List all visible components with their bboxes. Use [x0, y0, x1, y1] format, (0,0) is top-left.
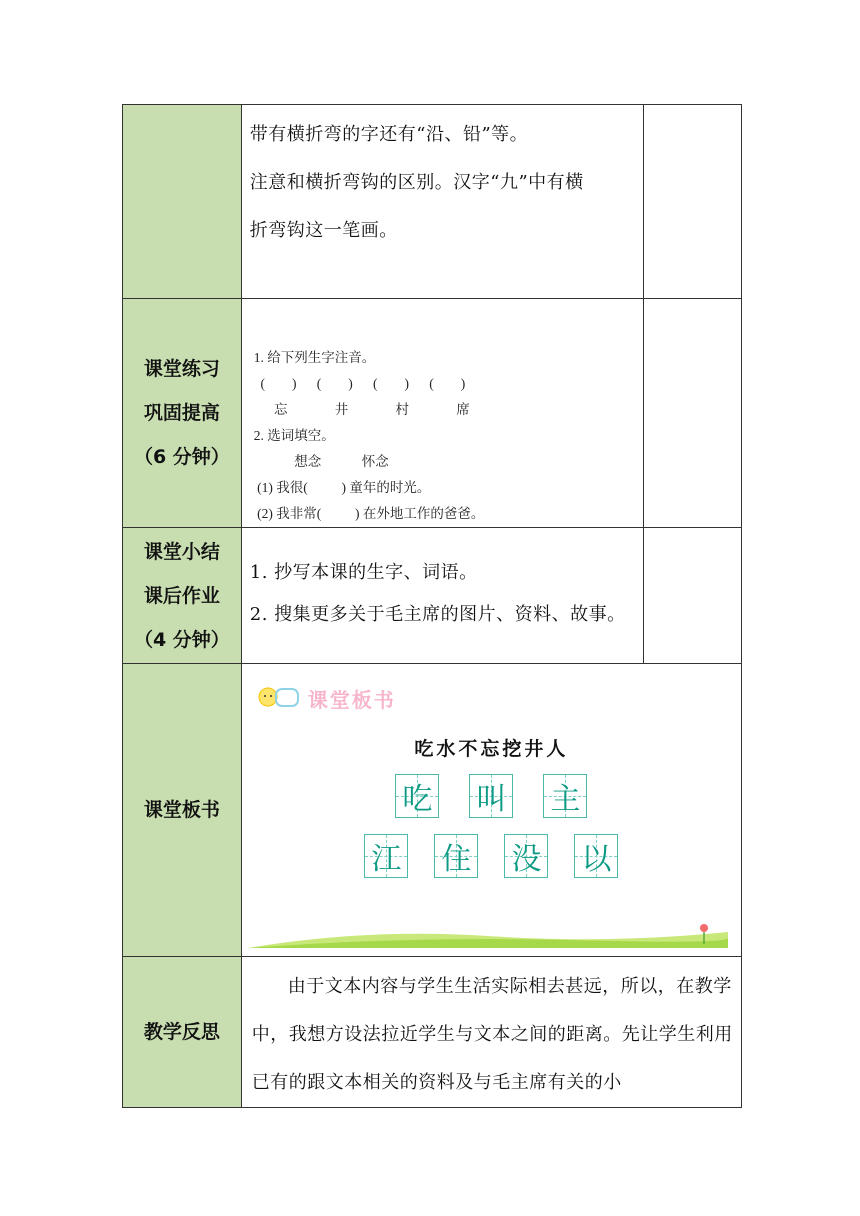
row-content: [241, 528, 644, 664]
label-line: 课堂练习: [143, 358, 220, 380]
content-line: 2. 搜集更多关于毛主席的图片、资料、故事。: [249, 604, 626, 625]
remark-cell: [644, 299, 742, 528]
label-line: （4 分钟）: [133, 628, 230, 651]
char-grid-cell: 以: [574, 834, 618, 878]
board-cell: [241, 664, 741, 957]
grass-decoration: [248, 922, 728, 948]
table-row: [123, 105, 742, 299]
char-grid-cell: 主: [543, 774, 587, 818]
table-row: [123, 299, 742, 528]
lesson-plan-table: [122, 104, 742, 1108]
content-line: 带有横折弯的字还有“沿、铅”等。: [249, 124, 529, 145]
row-content: [241, 105, 644, 299]
row-label-reflection: [123, 957, 242, 1108]
row-label-board: [123, 664, 242, 957]
content-line: 折弯钩这一笔画。: [249, 220, 398, 241]
exercise-q1-chars: 忘 井 村 席: [253, 402, 470, 417]
table-row: [123, 664, 742, 957]
label-line: 教学反思: [143, 1021, 220, 1043]
board-badge: 课堂板书: [307, 688, 396, 712]
exercise-q2-a: (1) 我很( ) 童年的时光。: [253, 480, 431, 495]
content-line: 注意和横折弯钩的区别。汉字“九”中有横: [249, 172, 584, 193]
label-line: 课堂板书: [143, 799, 220, 821]
row-label-summary: [123, 528, 242, 664]
blackboard-image: [242, 664, 741, 956]
char-grid-cell: 住: [434, 834, 478, 878]
exercise-q2: 2. 选词填空。: [253, 428, 335, 443]
label-line: 课后作业: [143, 584, 220, 607]
reflection-text: 由于文本内容与学生生活实际相去甚远，所以，在教学中，我想方设法拉近学生与文本之间的距离。先让学生利用已有的跟文本相关的资料及与毛主席有关的小: [251, 976, 733, 1093]
char-grid-cell: 没: [504, 834, 548, 878]
label-line: 巩固提高: [143, 402, 220, 424]
char-grid-cell: 叫: [469, 774, 513, 818]
exercise-content: [241, 299, 644, 528]
char-grid-row: [242, 774, 741, 818]
char-grid-row: [242, 834, 741, 878]
row-label-practice: [123, 299, 242, 528]
exercise-q2-words: 想念 怀念: [253, 454, 389, 469]
exercise-q2-b: (2) 我非常( ) 在外地工作的爸爸。: [253, 506, 485, 521]
label-line: （6 分钟）: [133, 446, 230, 468]
content-line: 1. 抄写本课的生字、词语。: [249, 562, 478, 583]
remark-cell: [644, 105, 742, 299]
table-row: [123, 957, 742, 1108]
remark-cell: [644, 528, 742, 664]
reflection-content: [241, 957, 741, 1108]
label-line: 课堂小结: [143, 540, 220, 563]
exercise-q1: 1. 给下列生字注音。: [253, 350, 376, 365]
char-grid-cell: 吃: [395, 774, 439, 818]
row-label-empty: [123, 105, 242, 299]
char-grid-cell: 江: [364, 834, 408, 878]
exercise-q1-brackets: ( ) ( ) ( ) ( ): [253, 376, 466, 391]
table-row: [123, 528, 742, 664]
bulb-icon: [256, 682, 300, 712]
board-heading: 吃水不忘挖井人: [414, 738, 569, 760]
